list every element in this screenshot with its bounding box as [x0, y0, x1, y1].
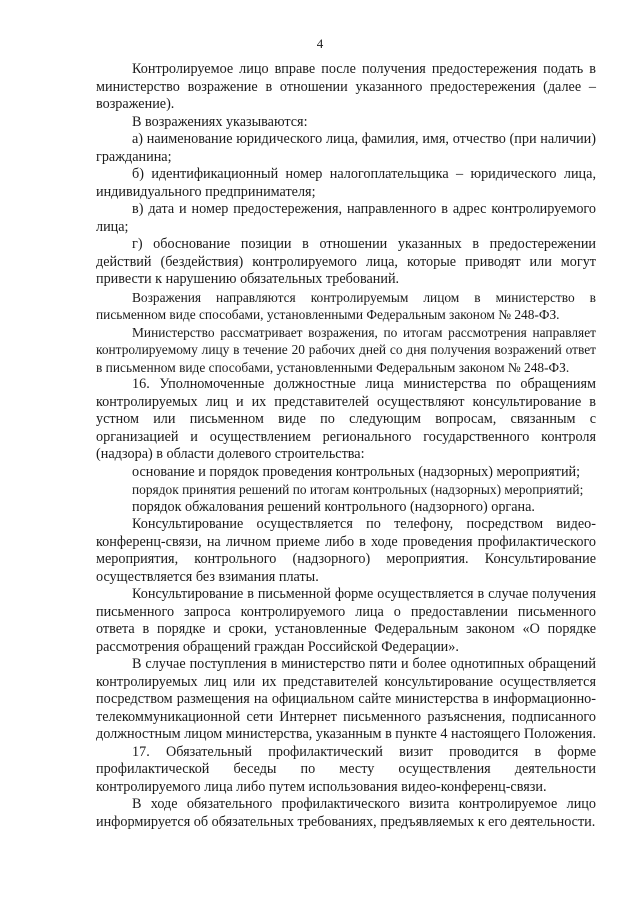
page-number: 4 [316, 36, 324, 51]
list-item: основание и порядок проведения контрольных (надзорных) мероприятий; [132, 463, 581, 480]
list-item: б) идентификационный номер налогоплательщика – юридического лица, индивидуального предпринимателя; [96, 166, 596, 200]
list-item: порядок принятия решений по итогам контрольных (надзорных) мероприятий; [132, 482, 584, 497]
paragraph: Министерство рассматривает возражения, по итогам рассмотрения направляет контролируемому лицу в течение 20 рабочих дней со дня получения возражений ответ в письменном виде способами, установленными Федеральным законом № 248-ФЗ. [96, 324, 596, 375]
paragraph: Возражения направляются контролируемым лицом в министерство в письменном виде способами, установленными Федеральным законом № 248-ФЗ. [96, 289, 596, 322]
paragraph: В возражениях указываются: [132, 113, 308, 130]
list-item: г) обоснование позиции в отношении указанных в предостережении действий (бездействия) контролируемого лица, которые приводят или могут привести к нарушению обязательных требований. [96, 236, 596, 287]
paragraph: Консультирование в письменной форме осуществляется в случае получения письменного запроса контролируемого лица о предоставлении письменного ответа в порядке и сроки, установленные Федеральным законом «О порядке рассмотрения обращений граждан Российской Федерации». [96, 586, 596, 655]
paragraph: 17. Обязательный профилактический визит проводится в форме профилактической беседы по месту осуществления деятельности контролируемого лица либо путем использования видео-конференц-связи. [96, 743, 596, 795]
paragraph: Консультирование осуществляется по телефону, посредством видео-конференц-связи, на личном приеме либо в ходе проведения профилактического мероприятия, контрольного (надзорного) мероприятия. Консультирование осуществляется без взимания платы. [96, 516, 596, 585]
document-body [96, 61, 596, 831]
list-item: порядок обжалования решений контрольного (надзорного) органа. [132, 498, 535, 515]
paragraph: В случае поступления в министерство пяти и более однотипных обращений контролируемых лиц или их представителей консультирование осуществляется посредством размещения на официальном сайте министерства в информационно-телекоммуникационной сети Интернет письменного разъяснения, подписанного должностным лицом министерства, указанным в пункте 4 настоящего Положения. [96, 656, 596, 742]
paragraph: В ходе обязательного профилактического визита контролируемое лицо информируется об обязательных требованиях, предъявляемых к его деятельности. [96, 796, 596, 830]
paragraph: 16. Уполномоченные должностные лица министерства по обращениям контролируемых лиц и их представителей осуществляют консультирование в устном или письменном виде по следующим вопросам, связанным с организацией и осуществлением регионального государственного контроля (надзора) в области долевого строительства: [96, 376, 596, 462]
list-item: в) дата и номер предостережения, направленного в адрес контролируемого лица; [96, 201, 596, 235]
paragraph: Контролируемое лицо вправе после получения предостережения подать в министерство возражение в отношении указанного предостережения (далее – возражение). [96, 61, 596, 112]
list-item: а) наименование юридического лица, фамилия, имя, отчество (при наличии) гражданина; [96, 131, 596, 165]
